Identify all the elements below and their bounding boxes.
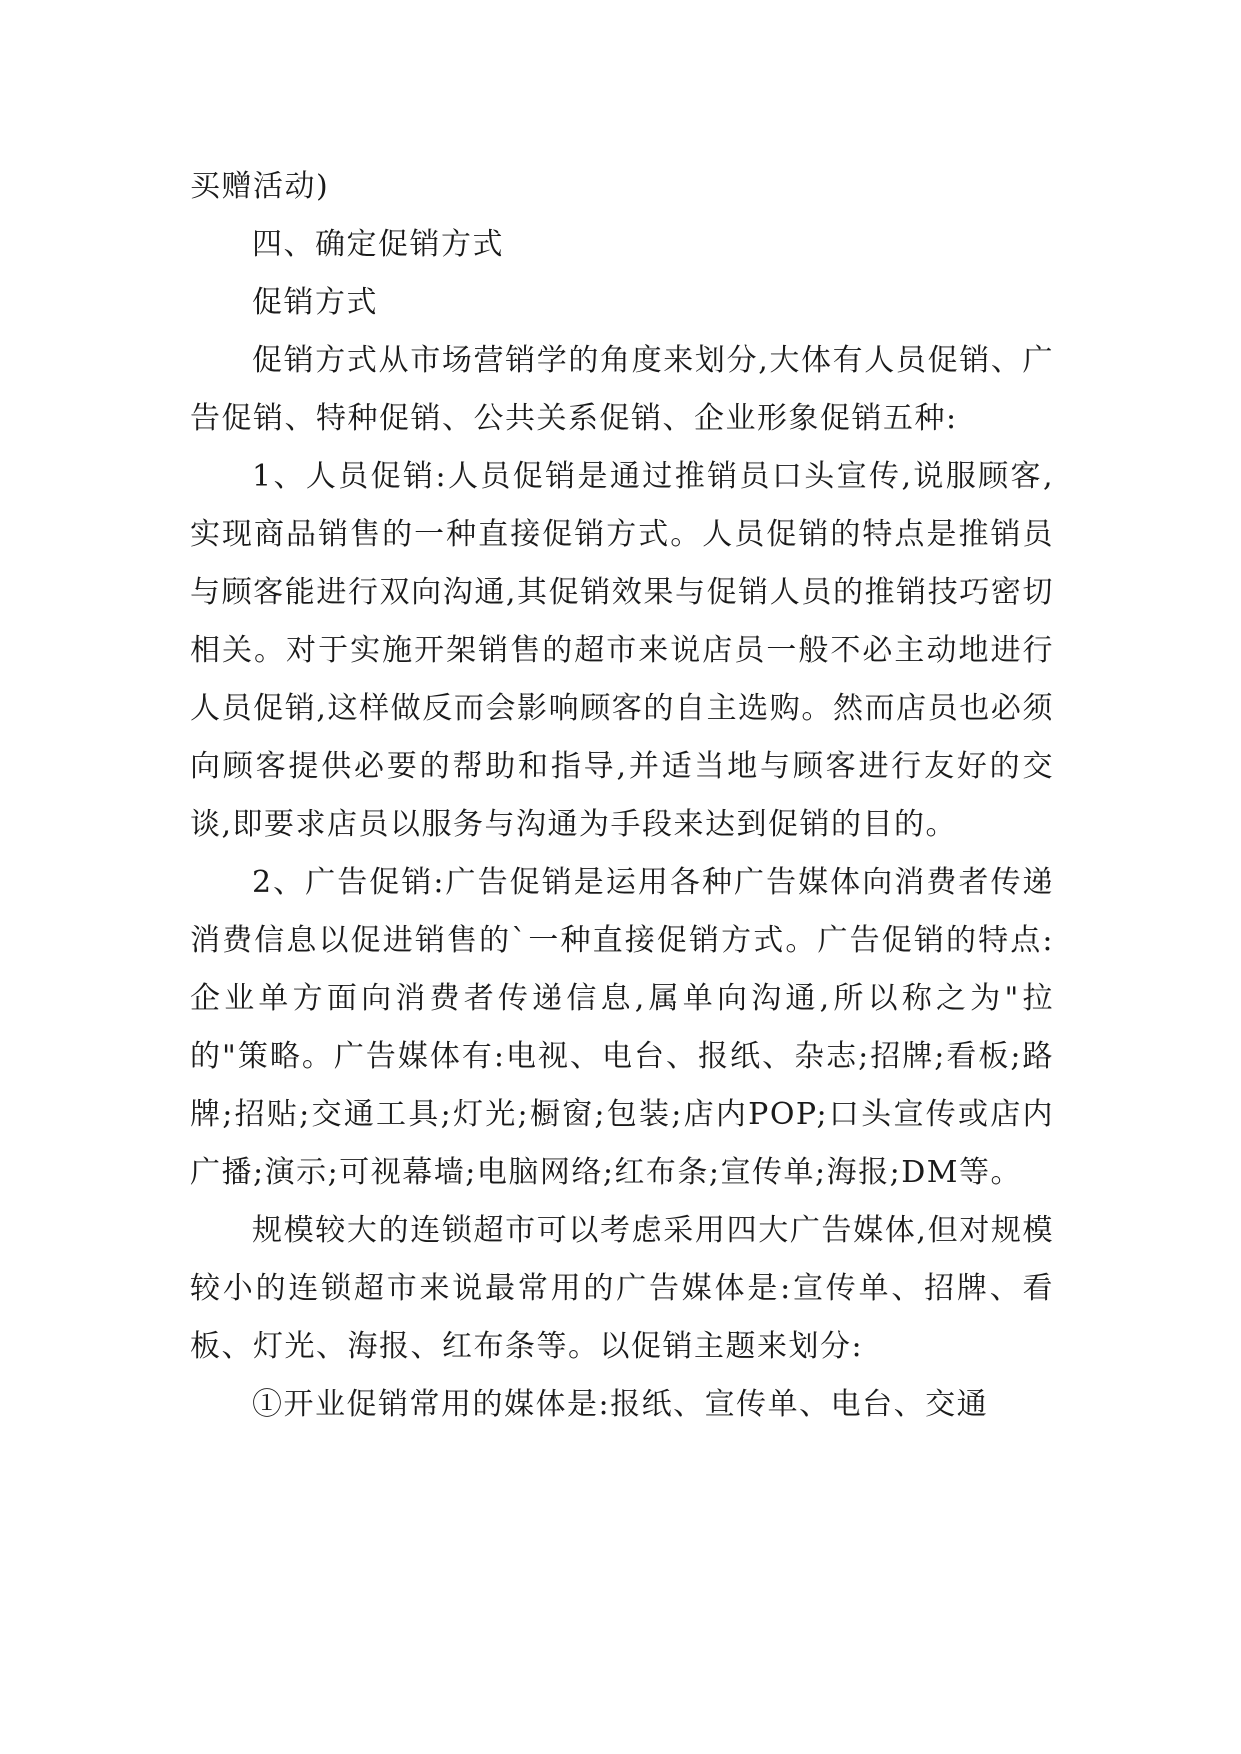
subsection-heading: 促销方式 [252, 285, 378, 320]
paragraph-continuation: 买赠活动) [190, 169, 330, 204]
section-heading: 四、确定促销方式 [252, 227, 504, 262]
paragraph-opening-promotion: ①开业促销常用的媒体是:报纸、宣传单、电台、交通 [252, 1387, 989, 1422]
paragraph-advertising-promotion: 2、广告促销:广告促销是运用各种广告媒体向消费者传递消费信息以促进销售的`一种直接促销方式。广告促销的特点:企业单方面向消费者传递信息,属单向沟通,所以称之为"拉的"策略。广告媒体有:电视、电台、报纸、杂志;招牌;看板;路牌;招贴;交通工具;灯光;橱窗;包装;店内POP;口头宣传或店内广播;演示;可视幕墙;电脑网络;红布条;宣传单;海报;DM等。 [190, 865, 1054, 1190]
document-body [190, 158, 1054, 1434]
paragraph-personal-promotion: 1、人员促销:人员促销是通过推销员口头宣传,说服顾客,实现商品销售的一种直接促销方式。人员促销的特点是推销员与顾客能进行双向沟通,其促销效果与促销人员的推销技巧密切相关。对于实施开架销售的超市来说店员一般不必主动地进行人员促销,这样做反而会影响顾客的自主选购。然而店员也必须向顾客提供必要的帮助和指导,并适当地与顾客进行友好的交谈,即要求店员以服务与沟通为手段来达到促销的目的。 [190, 459, 1054, 842]
paragraph-promotion-types: 促销方式从市场营销学的角度来划分,大体有人员促销、广告促销、特种促销、公共关系促销、企业形象促销五种: [190, 343, 1054, 436]
paragraph-media-choice: 规模较大的连锁超市可以考虑采用四大广告媒体,但对规模较小的连锁超市来说最常用的广告媒体是:宣传单、招牌、看板、灯光、海报、红布条等。以促销主题来划分: [190, 1213, 1054, 1364]
